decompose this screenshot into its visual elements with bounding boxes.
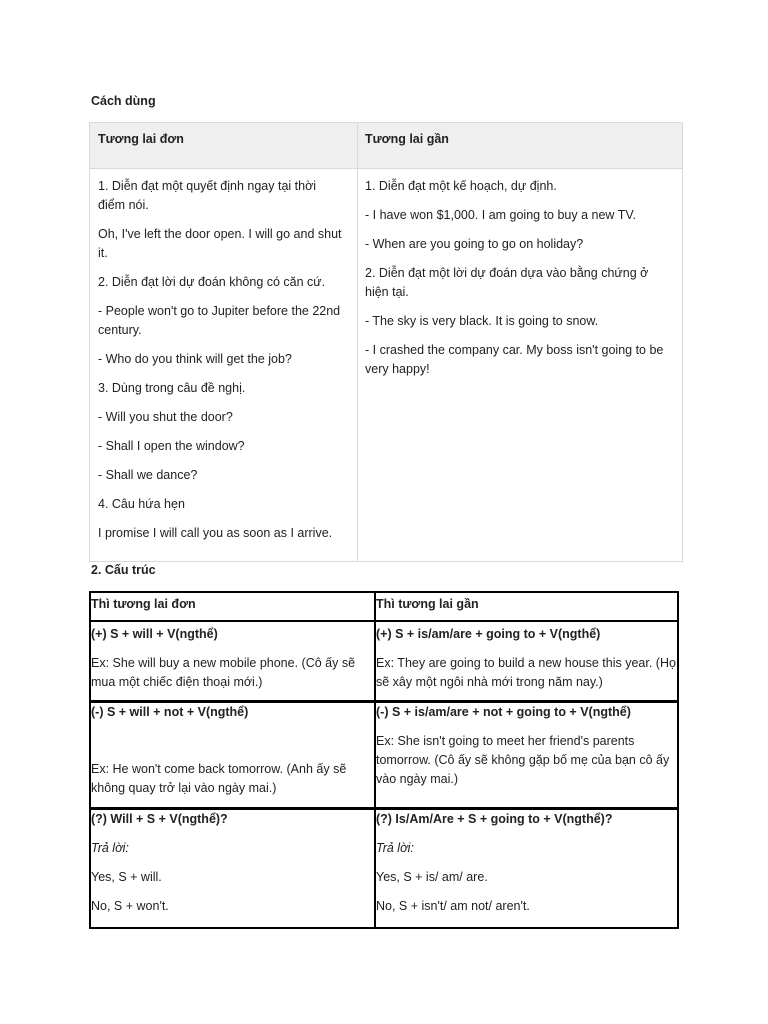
answer-yes: Yes, S + will. [91,870,162,884]
answer-no: No, S + isn't/ am not/ aren't. [376,899,530,913]
usage-example: Oh, I've left the door open. I will go and shut it. [98,227,342,260]
usage-example: - Shall we dance? [98,468,198,482]
row-divider [91,620,677,622]
usage-example: I promise I will call you as soon as I arrive. [98,526,333,540]
affirmative-simple-cell [91,625,369,692]
usage-example: - Will you shut the door? [98,410,233,424]
structure-table [89,591,679,929]
usage-item: 2. Diễn đạt lời dự đoán không có căn cứ. [98,275,326,289]
formula: (+) S + is/am/are + going to + V(ngthể) [376,627,601,641]
usage-example: - People won't go to Jupiter before the 22nd century. [98,304,341,337]
usage-item: 3. Dùng trong câu đề nghị. [98,381,246,395]
answer-label: Trả lời: [376,841,414,855]
formula: (+) S + will + V(ngthể) [91,627,218,641]
answer-no: No, S + won't. [91,899,169,913]
usage-example: - I crashed the company car. My boss isn't going to be very happy! [365,343,664,376]
header-simple-future: Tương lai đơn [98,132,184,146]
section-title-usage: Cách dùng [91,94,156,108]
header-near-future: Tương lai gần [365,132,449,146]
formula: (?) Will + S + V(ngthể)? [91,812,228,826]
usage-example: - The sky is very black. It is going to snow. [365,314,599,328]
usage-table [89,122,683,562]
simple-future-usage-cell [98,177,343,553]
header-near-future: Thì tương lai gần [376,597,479,611]
header-simple-future: Thì tương lai đơn [91,597,196,611]
usage-example: - Shall I open the window? [98,439,245,453]
negative-simple-cell [91,703,369,798]
formula: (-) S + will + not + V(ngthể) [91,705,249,719]
question-near-cell [376,810,676,916]
example: Ex: She isn't going to meet her friend's parents tomorrow. (Cô ấy sẽ không gặp bố mẹ của bạn cô ấy vào ngày mai.) [376,734,670,786]
section-title-structure: 2. Cấu trúc [91,563,156,577]
formula: (-) S + is/am/are + not + going to + V(ngthể) [376,705,631,719]
usage-item: 1. Diễn đạt một kế hoạch, dự định. [365,179,557,193]
usage-item: 4. Câu hứa hẹn [98,497,185,511]
affirmative-near-cell [376,625,676,692]
negative-near-cell [376,703,676,789]
usage-item: 2. Diễn đạt một lời dự đoán dựa vào bằng chứng ở hiện tại. [365,266,649,299]
example: Ex: They are going to build a new house this year. (Họ sẽ xây một ngôi nhà mới trong năm nay.) [376,656,676,689]
answer-label: Trả lời: [91,841,129,855]
usage-table-header-row [90,123,682,169]
column-divider [357,123,358,561]
near-future-usage-cell [365,177,670,389]
usage-example: - I have won $1,000. I am going to buy a new TV. [365,208,637,222]
usage-example: - Who do you think will get the job? [98,352,292,366]
answer-yes: Yes, S + is/ am/ are. [376,870,488,884]
usage-example: - When are you going to go on holiday? [365,237,584,251]
example: Ex: She will buy a new mobile phone. (Cô ấy sẽ mua một chiếc điện thoại mới.) [91,656,356,689]
question-simple-cell [91,810,369,916]
usage-item: 1. Diễn đạt một quyết định ngay tại thời điểm nói. [98,179,317,212]
formula: (?) Is/Am/Are + S + going to + V(ngthể)? [376,812,613,826]
example: Ex: He won't come back tomorrow. (Anh ấy sẽ không quay trở lại vào ngày mai.) [91,762,347,795]
